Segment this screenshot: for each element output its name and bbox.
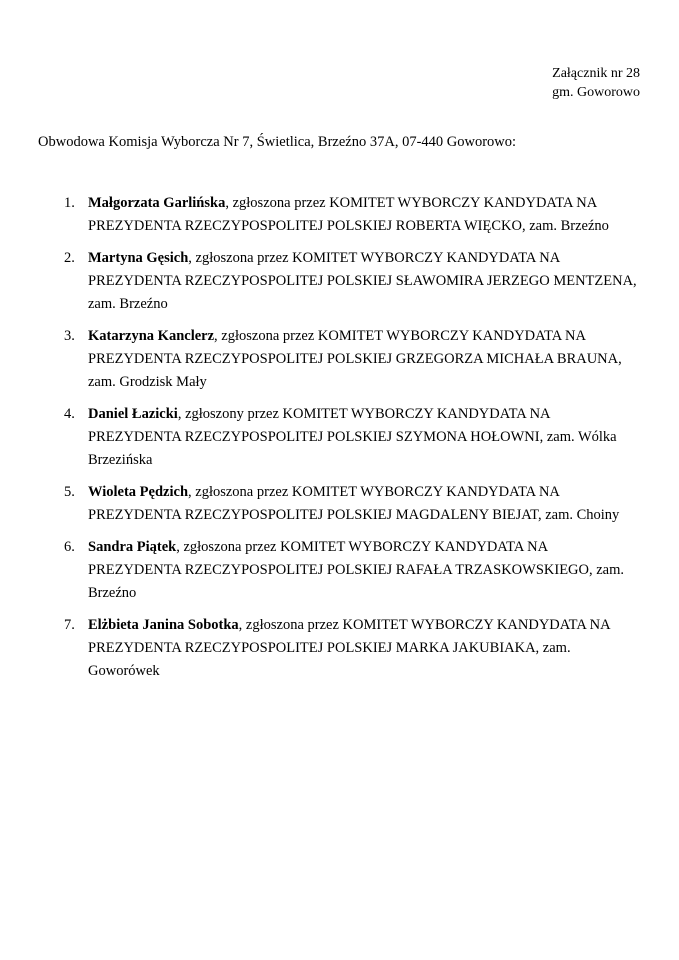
member-text xyxy=(88,247,640,316)
member-text xyxy=(88,614,640,683)
member-item xyxy=(64,481,640,527)
member-number: 4. xyxy=(64,406,75,422)
member-details: , zgłoszona przez KOMITET WYBORCZY KANDYDATA NA PREZYDENTA RZECZYPOSPOLITEJ POLSKIEJ MAGDALENY BIEJAT, zam. Choiny xyxy=(88,484,620,523)
member-name: Sandra Piątek xyxy=(88,539,177,555)
member-text xyxy=(88,403,640,472)
member-item xyxy=(64,614,640,683)
member-text xyxy=(88,481,640,527)
member-number: 7. xyxy=(64,617,75,633)
member-item xyxy=(64,247,640,316)
member-details: , zgłoszona przez KOMITET WYBORCZY KANDYDATA NA PREZYDENTA RZECZYPOSPOLITEJ POLSKIEJ RAFAŁA TRZASKOWSKIEGO, zam. Brzeźno xyxy=(88,539,625,601)
member-item xyxy=(64,192,640,238)
member-number: 5. xyxy=(64,484,75,500)
member-name: Wioleta Pędzich xyxy=(88,484,189,500)
member-details: , zgłoszona przez KOMITET WYBORCZY KANDYDATA NA PREZYDENTA RZECZYPOSPOLITEJ POLSKIEJ MARKA JAKUBIAKA, zam. Goworówek xyxy=(88,617,610,679)
member-list xyxy=(38,192,640,683)
member-details: , zgłoszona przez KOMITET WYBORCZY KANDYDATA NA PREZYDENTA RZECZYPOSPOLITEJ POLSKIEJ ROBERTA WIĘCKO, zam. Brzeźno xyxy=(88,195,609,234)
member-number: 3. xyxy=(64,328,75,344)
member-name: Daniel Łazicki xyxy=(88,406,178,422)
member-item xyxy=(64,536,640,605)
member-number: 2. xyxy=(64,250,75,266)
member-name: Martyna Gęsich xyxy=(88,250,189,266)
member-number: 1. xyxy=(64,195,75,211)
member-item xyxy=(64,403,640,472)
member-details: , zgłoszona przez KOMITET WYBORCZY KANDYDATA NA PREZYDENTA RZECZYPOSPOLITEJ POLSKIEJ GRZEGORZA MICHAŁA BRAUNA, zam. Grodzisk Mały xyxy=(88,328,622,390)
member-name: Elżbieta Janina Sobotka xyxy=(88,617,239,633)
member-details: , zgłoszony przez KOMITET WYBORCZY KANDYDATA NA PREZYDENTA RZECZYPOSPOLITEJ POLSKIEJ SZYMONA HOŁOWNI, zam. Wólka Brzezińska xyxy=(88,406,617,468)
member-name: Małgorzata Garlińska xyxy=(88,195,226,211)
attachment-header xyxy=(38,64,640,102)
member-item xyxy=(64,325,640,394)
attachment-municipality: gm. Goworowo xyxy=(552,85,640,100)
member-name: Katarzyna Kanclerz xyxy=(88,328,215,344)
commission-heading: Obwodowa Komisja Wyborcza Nr 7, Świetlica, Brzeźno 37A, 07-440 Goworowo: xyxy=(38,134,517,150)
member-number: 6. xyxy=(64,539,75,555)
member-details: , zgłoszona przez KOMITET WYBORCZY KANDYDATA NA PREZYDENTA RZECZYPOSPOLITEJ POLSKIEJ SŁAWOMIRA JERZEGO MENTZENA, zam. Brzeźno xyxy=(88,250,637,312)
member-text xyxy=(88,325,640,394)
attachment-number: Załącznik nr 28 xyxy=(552,66,640,81)
member-text xyxy=(88,536,640,605)
member-text xyxy=(88,192,640,238)
